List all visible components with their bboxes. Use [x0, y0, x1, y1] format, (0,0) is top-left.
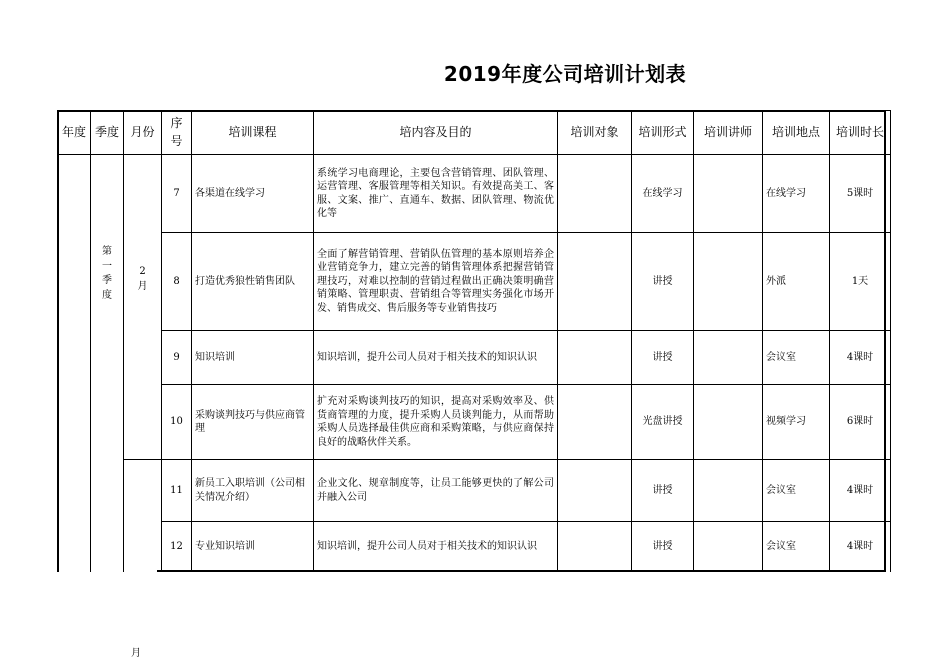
lecturer-cell: [694, 233, 763, 331]
form-cell: 光盘讲授: [632, 385, 694, 460]
lecturer-cell: [694, 155, 763, 233]
year-cell: [58, 155, 91, 573]
duration-cell: 1天: [830, 233, 891, 331]
form-cell: 讲授: [632, 522, 694, 573]
month-label: 2月: [137, 266, 148, 292]
table-row: [58, 522, 891, 573]
page-title: 2019年度公司培训计划表: [443, 62, 687, 86]
location-cell: 视频学习: [763, 385, 830, 460]
target-cell: [558, 155, 632, 233]
table-row: [58, 385, 891, 460]
header-row: [58, 111, 891, 155]
seq-cell: 12: [162, 522, 192, 573]
seq-cell: 8: [162, 233, 192, 331]
content-cell: 知识培训，提升公司人员对于相关技术的知识认识: [314, 331, 558, 385]
course-cell: 打造优秀狼性销售团队: [192, 233, 314, 331]
content-cell: 企业文化、规章制度等，让员工能够更快的了解公司并融入公司: [314, 460, 558, 522]
training-plan-table: [57, 110, 891, 573]
location-cell: 会议室: [763, 460, 830, 522]
course-cell: 专业知识培训: [192, 522, 314, 573]
location-cell: 会议室: [763, 522, 830, 573]
target-cell: [558, 460, 632, 522]
table-row: [58, 460, 891, 522]
form-cell: 讲授: [632, 233, 694, 331]
target-cell: [558, 233, 632, 331]
header-form: 培训形式: [632, 111, 694, 155]
target-cell: [558, 331, 632, 385]
table-row: [58, 331, 891, 385]
quarter-cell: [91, 155, 124, 573]
duration-cell: 6课时: [830, 385, 891, 460]
seq-cell: 11: [162, 460, 192, 522]
header-course: 培训课程: [192, 111, 314, 155]
table-row: [58, 233, 891, 331]
table-row: [58, 155, 891, 233]
lecturer-cell: [694, 522, 763, 573]
duration-cell: 4课时: [830, 331, 891, 385]
header-quarter: 季度: [91, 111, 124, 155]
quarter-label: 第一季度: [102, 246, 112, 301]
stray-month-text: 月: [131, 648, 141, 659]
content-cell: 知识培训，提升公司人员对于相关技术的知识认识: [314, 522, 558, 573]
form-cell: 讲授: [632, 331, 694, 385]
course-cell: 知识培训: [192, 331, 314, 385]
duration-cell: 4课时: [830, 522, 891, 573]
content-cell: 全面了解营销管理、营销队伍管理的基本原则培养企业营销竞争力，建立完善的销售管理体系把握营销管理技巧，对难以控制的营销过程做出正确决策明确营销策略、管理职责、营销组合等管理实务强化市场开发、销售成交、售后服务等专业销售技巧: [314, 233, 558, 331]
seq-cell: 9: [162, 331, 192, 385]
header-lecturer: 培训讲师: [694, 111, 763, 155]
location-cell: 会议室: [763, 331, 830, 385]
header-seq: 序号: [162, 111, 192, 155]
title-area: [0, 0, 950, 100]
month-cell: [124, 155, 162, 460]
location-cell: 外派: [763, 233, 830, 331]
course-cell: 各渠道在线学习: [192, 155, 314, 233]
location-cell: 在线学习: [763, 155, 830, 233]
content-cell: 系统学习电商理论，主要包含营销管理、团队管理、运营管理、客服管理等相关知识。有效提高美工、客服、文案、推广、直通车、数据、团队管理、物流优化等: [314, 155, 558, 233]
lecturer-cell: [694, 460, 763, 522]
lecturer-cell: [694, 385, 763, 460]
seq-cell: 10: [162, 385, 192, 460]
header-target: 培训对象: [558, 111, 632, 155]
header-location: 培训地点: [763, 111, 830, 155]
header-duration: 培训时长: [830, 111, 891, 155]
course-cell: 采购谈判技巧与供应商管理: [192, 385, 314, 460]
form-cell: 讲授: [632, 460, 694, 522]
header-month: 月份: [124, 111, 162, 155]
content-cell: 扩充对采购谈判技巧的知识，提高对采购效率及、供货商管理的力度，提升采购人员谈判能力，从而帮助采购人员选择最佳供应商和采购策略，与供应商保持良好的战略伙伴关系。: [314, 385, 558, 460]
form-cell: 在线学习: [632, 155, 694, 233]
duration-cell: 5课时: [830, 155, 891, 233]
course-cell: 新员工入职培训（公司相关情况介绍）: [192, 460, 314, 522]
page-cut-area: [56, 572, 896, 672]
seq-cell: 7: [162, 155, 192, 233]
table-bottom-edge: [157, 570, 886, 572]
target-cell: [558, 385, 632, 460]
target-cell: [558, 522, 632, 573]
header-content: 培内容及目的: [314, 111, 558, 155]
duration-cell: 4课时: [830, 460, 891, 522]
month-cell-continued: [124, 460, 162, 573]
header-year: 年度: [58, 111, 91, 155]
lecturer-cell: [694, 331, 763, 385]
